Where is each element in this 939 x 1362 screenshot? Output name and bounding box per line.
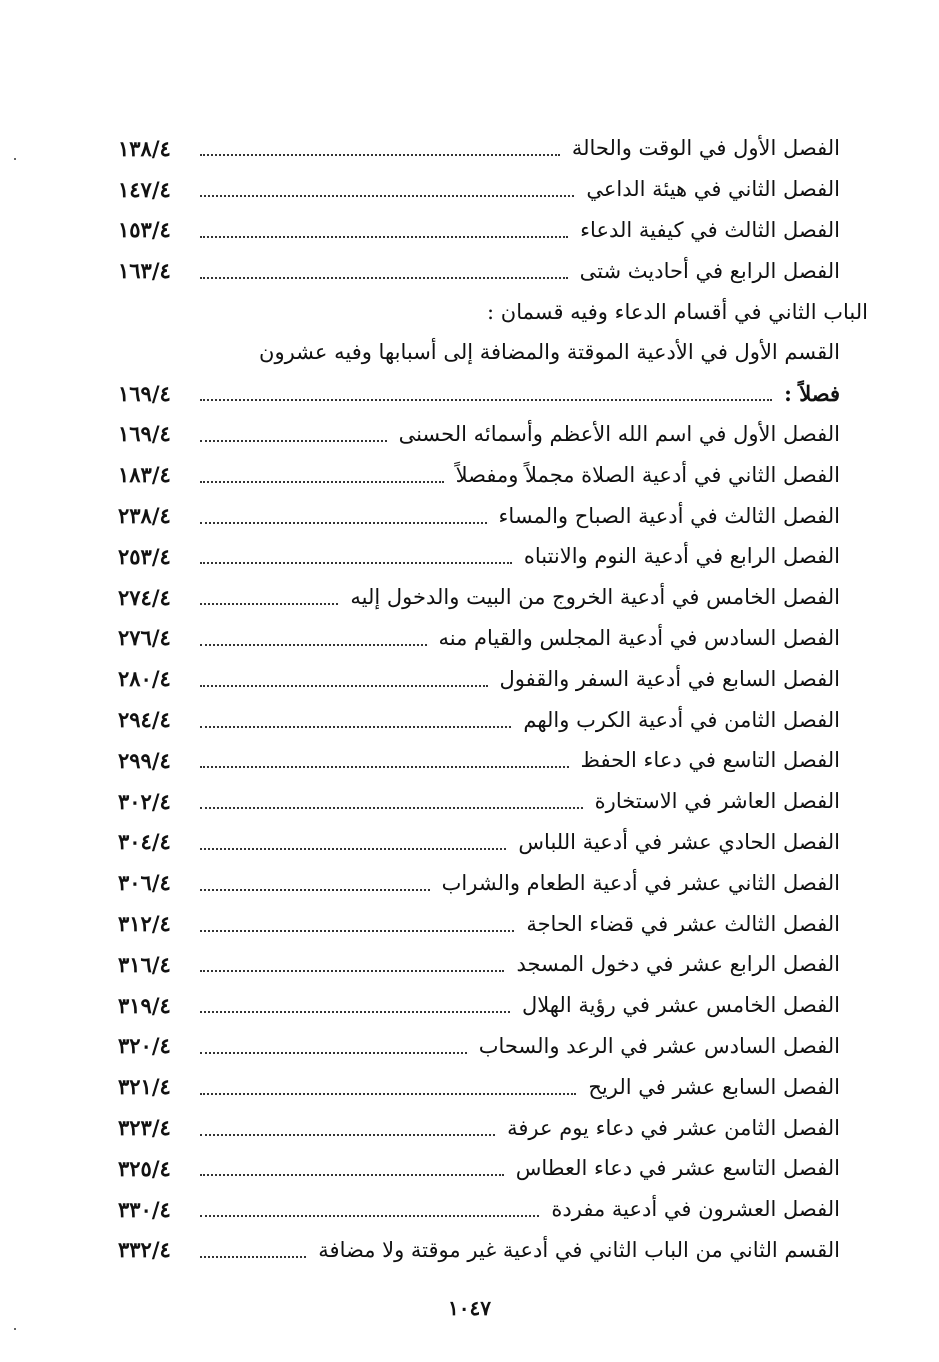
toc-entry-page: ٢٧٤/٤ — [118, 584, 171, 610]
toc-entry-qism-continued — [118, 373, 840, 414]
toc-entry — [118, 944, 840, 985]
toc-entry-title: الفصل الثامن في أدعية الكرب والهم — [523, 707, 840, 732]
toc-entry-page: ٢٧٦/٤ — [118, 625, 171, 651]
bab-heading-text: الباب الثاني في أقسام الدعاء وفيه قسمان : — [487, 299, 868, 324]
toc-entry-title: فصلاً : — [784, 380, 840, 406]
dot-leader — [200, 1011, 510, 1013]
toc-entry-page: ٢٣٨/٤ — [118, 503, 171, 529]
dot-leader — [200, 1052, 467, 1054]
toc-entry-title: الفصل الثالث عشر في قضاء الحاجة — [526, 911, 840, 936]
toc-entry-title: الفصل الثاني عشر في أدعية الطعام والشراب — [441, 870, 840, 895]
toc-entry-page: ٣٣٠/٤ — [118, 1196, 171, 1222]
toc-entry-page: ١٦٣/٤ — [118, 258, 171, 284]
toc-entry-title: الفصل الحادي عشر في أدعية اللباس — [518, 829, 840, 854]
toc-entry-title: الفصل الثاني في هيئة الداعي — [586, 177, 840, 202]
toc-entry-page: ٣٢٥/٤ — [118, 1155, 171, 1181]
toc-entry-title: الفصل الرابع في أدعية النوم والانتباه — [523, 544, 840, 569]
table-of-contents — [118, 128, 868, 1270]
toc-entry-page: ٣١٩/٤ — [118, 992, 171, 1018]
toc-entry — [118, 210, 840, 251]
toc-entry-title: الفصل الأول في اسم الله الأعظم وأسمائه الحسنى — [398, 421, 840, 446]
toc-entry-title: الفصل العاشر في الاستخارة — [594, 789, 840, 814]
toc-entry — [118, 740, 840, 781]
toc-entry-title: الفصل الأول في الوقت والحالة — [571, 136, 840, 161]
toc-entry-title: الفصل الثاني في أدعية الصلاة مجملاً ومفصلاً — [455, 462, 840, 487]
toc-entry — [118, 577, 840, 618]
dot-leader — [200, 399, 772, 401]
toc-entry-page: ١٤٧/٤ — [118, 176, 171, 202]
toc-entry-title: الفصل الرابع في أحاديث شتى — [579, 258, 840, 283]
toc-entry — [118, 985, 840, 1026]
toc-list-top — [118, 128, 840, 291]
toc-entry-page: ٣٢١/٤ — [118, 1074, 171, 1100]
toc-entry — [118, 781, 840, 822]
dot-leader — [200, 1093, 576, 1095]
dot-leader — [200, 522, 487, 524]
dot-leader — [200, 562, 512, 564]
dot-leader — [200, 848, 506, 850]
toc-entry-page: ٣٢٠/٤ — [118, 1033, 171, 1059]
dot-leader — [200, 970, 504, 972]
toc-list-main — [118, 414, 840, 1271]
toc-entry — [118, 699, 840, 740]
dot-leader — [200, 154, 560, 156]
toc-entry-page: ١٣٨/٤ — [118, 135, 171, 161]
toc-entry — [118, 903, 840, 944]
toc-entry-page: ٢٥٣/٤ — [118, 543, 171, 569]
toc-entry — [118, 1148, 840, 1189]
toc-entry-title: الفصل السابع عشر في الريح — [588, 1074, 840, 1099]
toc-entry-page: ٢٩٤/٤ — [118, 707, 171, 733]
dot-leader — [200, 195, 574, 197]
toc-entry — [118, 169, 840, 210]
page-number: ١٠٤٧ — [448, 1296, 491, 1320]
toc-entry — [118, 822, 840, 863]
toc-entry-page: ١٨٣/٤ — [118, 462, 171, 488]
toc-entry-title: الفصل السابع في أدعية السفر والقفول — [499, 666, 840, 691]
toc-entry-title: الفصل السادس في أدعية المجلس والقيام منه — [438, 625, 840, 650]
toc-entry-title: الفصل الثامن عشر في دعاء يوم عرفة — [507, 1115, 840, 1140]
toc-entry-title: الفصل التاسع عشر في دعاء العطاس — [515, 1156, 840, 1181]
dot-leader — [200, 1134, 495, 1136]
toc-entry-page: ١٦٩/٤ — [118, 380, 171, 406]
bab-heading — [118, 291, 868, 332]
dot-leader — [200, 603, 338, 605]
toc-entry — [118, 862, 840, 903]
toc-entry — [118, 414, 840, 455]
margin-speck — [14, 1328, 16, 1330]
toc-entry — [118, 618, 840, 659]
toc-entry — [118, 1026, 840, 1067]
toc-entry-page: ٣٠٢/٤ — [118, 788, 171, 814]
dot-leader — [200, 644, 427, 646]
toc-entry-title: الفصل الثالث في كيفية الدعاء — [580, 217, 840, 242]
toc-entry — [118, 454, 840, 495]
toc-entry-page: ٢٨٠/٤ — [118, 666, 171, 692]
dot-leader — [200, 236, 568, 238]
toc-entry — [118, 536, 840, 577]
dot-leader — [200, 440, 387, 442]
toc-entry-title: الفصل العشرون في أدعية مفردة — [551, 1197, 840, 1222]
toc-entry-title: الفصل السادس عشر في الرعد والسحاب — [478, 1033, 840, 1058]
toc-entry-page: ٣١٢/٤ — [118, 911, 171, 937]
toc-entry-title: القسم الثاني من الباب الثاني في أدعية غير موقتة ولا مضافة — [318, 1237, 840, 1262]
dot-leader — [200, 807, 583, 809]
toc-entry-page: ٣٠٤/٤ — [118, 829, 171, 855]
dot-leader — [200, 685, 488, 687]
dot-leader — [200, 726, 511, 728]
toc-entry-page: ١٦٩/٤ — [118, 421, 171, 447]
margin-speck — [14, 158, 16, 160]
toc-entry-title: الفصل الثالث في أدعية الصباح والمساء — [498, 503, 840, 528]
toc-entry-title: الفصل الخامس في أدعية الخروج من البيت والدخول إليه — [350, 585, 840, 610]
toc-entry — [118, 250, 840, 291]
toc-entry — [118, 495, 840, 536]
toc-entry — [118, 1107, 840, 1148]
dot-leader — [200, 1215, 539, 1217]
dot-leader — [200, 1256, 306, 1258]
toc-entry — [118, 1230, 840, 1271]
toc-entry-page: ٣٢٣/٤ — [118, 1115, 171, 1141]
toc-entry-title: الفصل الرابع عشر في دخول المسجد — [516, 952, 840, 977]
dot-leader — [200, 930, 514, 932]
dot-leader — [200, 481, 444, 483]
toc-entry — [118, 1189, 840, 1230]
dot-leader — [200, 766, 569, 768]
toc-entry-page: ٣٣٢/٤ — [118, 1237, 171, 1263]
toc-entry — [118, 1066, 840, 1107]
qism-heading-text: القسم الأول في الأدعية الموقتة والمضافة إلى أسبابها وفيه عشرون — [259, 340, 840, 365]
qism-heading — [118, 332, 840, 373]
dot-leader — [200, 889, 430, 891]
toc-entry — [118, 658, 840, 699]
toc-entry-title: الفصل التاسع في دعاء الحفظ — [580, 748, 840, 773]
toc-entry-page: ٣٠٦/٤ — [118, 870, 171, 896]
toc-entry-page: ٣١٦/٤ — [118, 951, 171, 977]
dot-leader — [200, 1174, 504, 1176]
toc-entry — [118, 128, 840, 169]
toc-entry-page: ٢٩٩/٤ — [118, 747, 171, 773]
toc-entry-page: ١٥٣/٤ — [118, 217, 171, 243]
dot-leader — [200, 277, 568, 279]
toc-entry-title: الفصل الخامس عشر في رؤية الهلال — [521, 993, 840, 1018]
